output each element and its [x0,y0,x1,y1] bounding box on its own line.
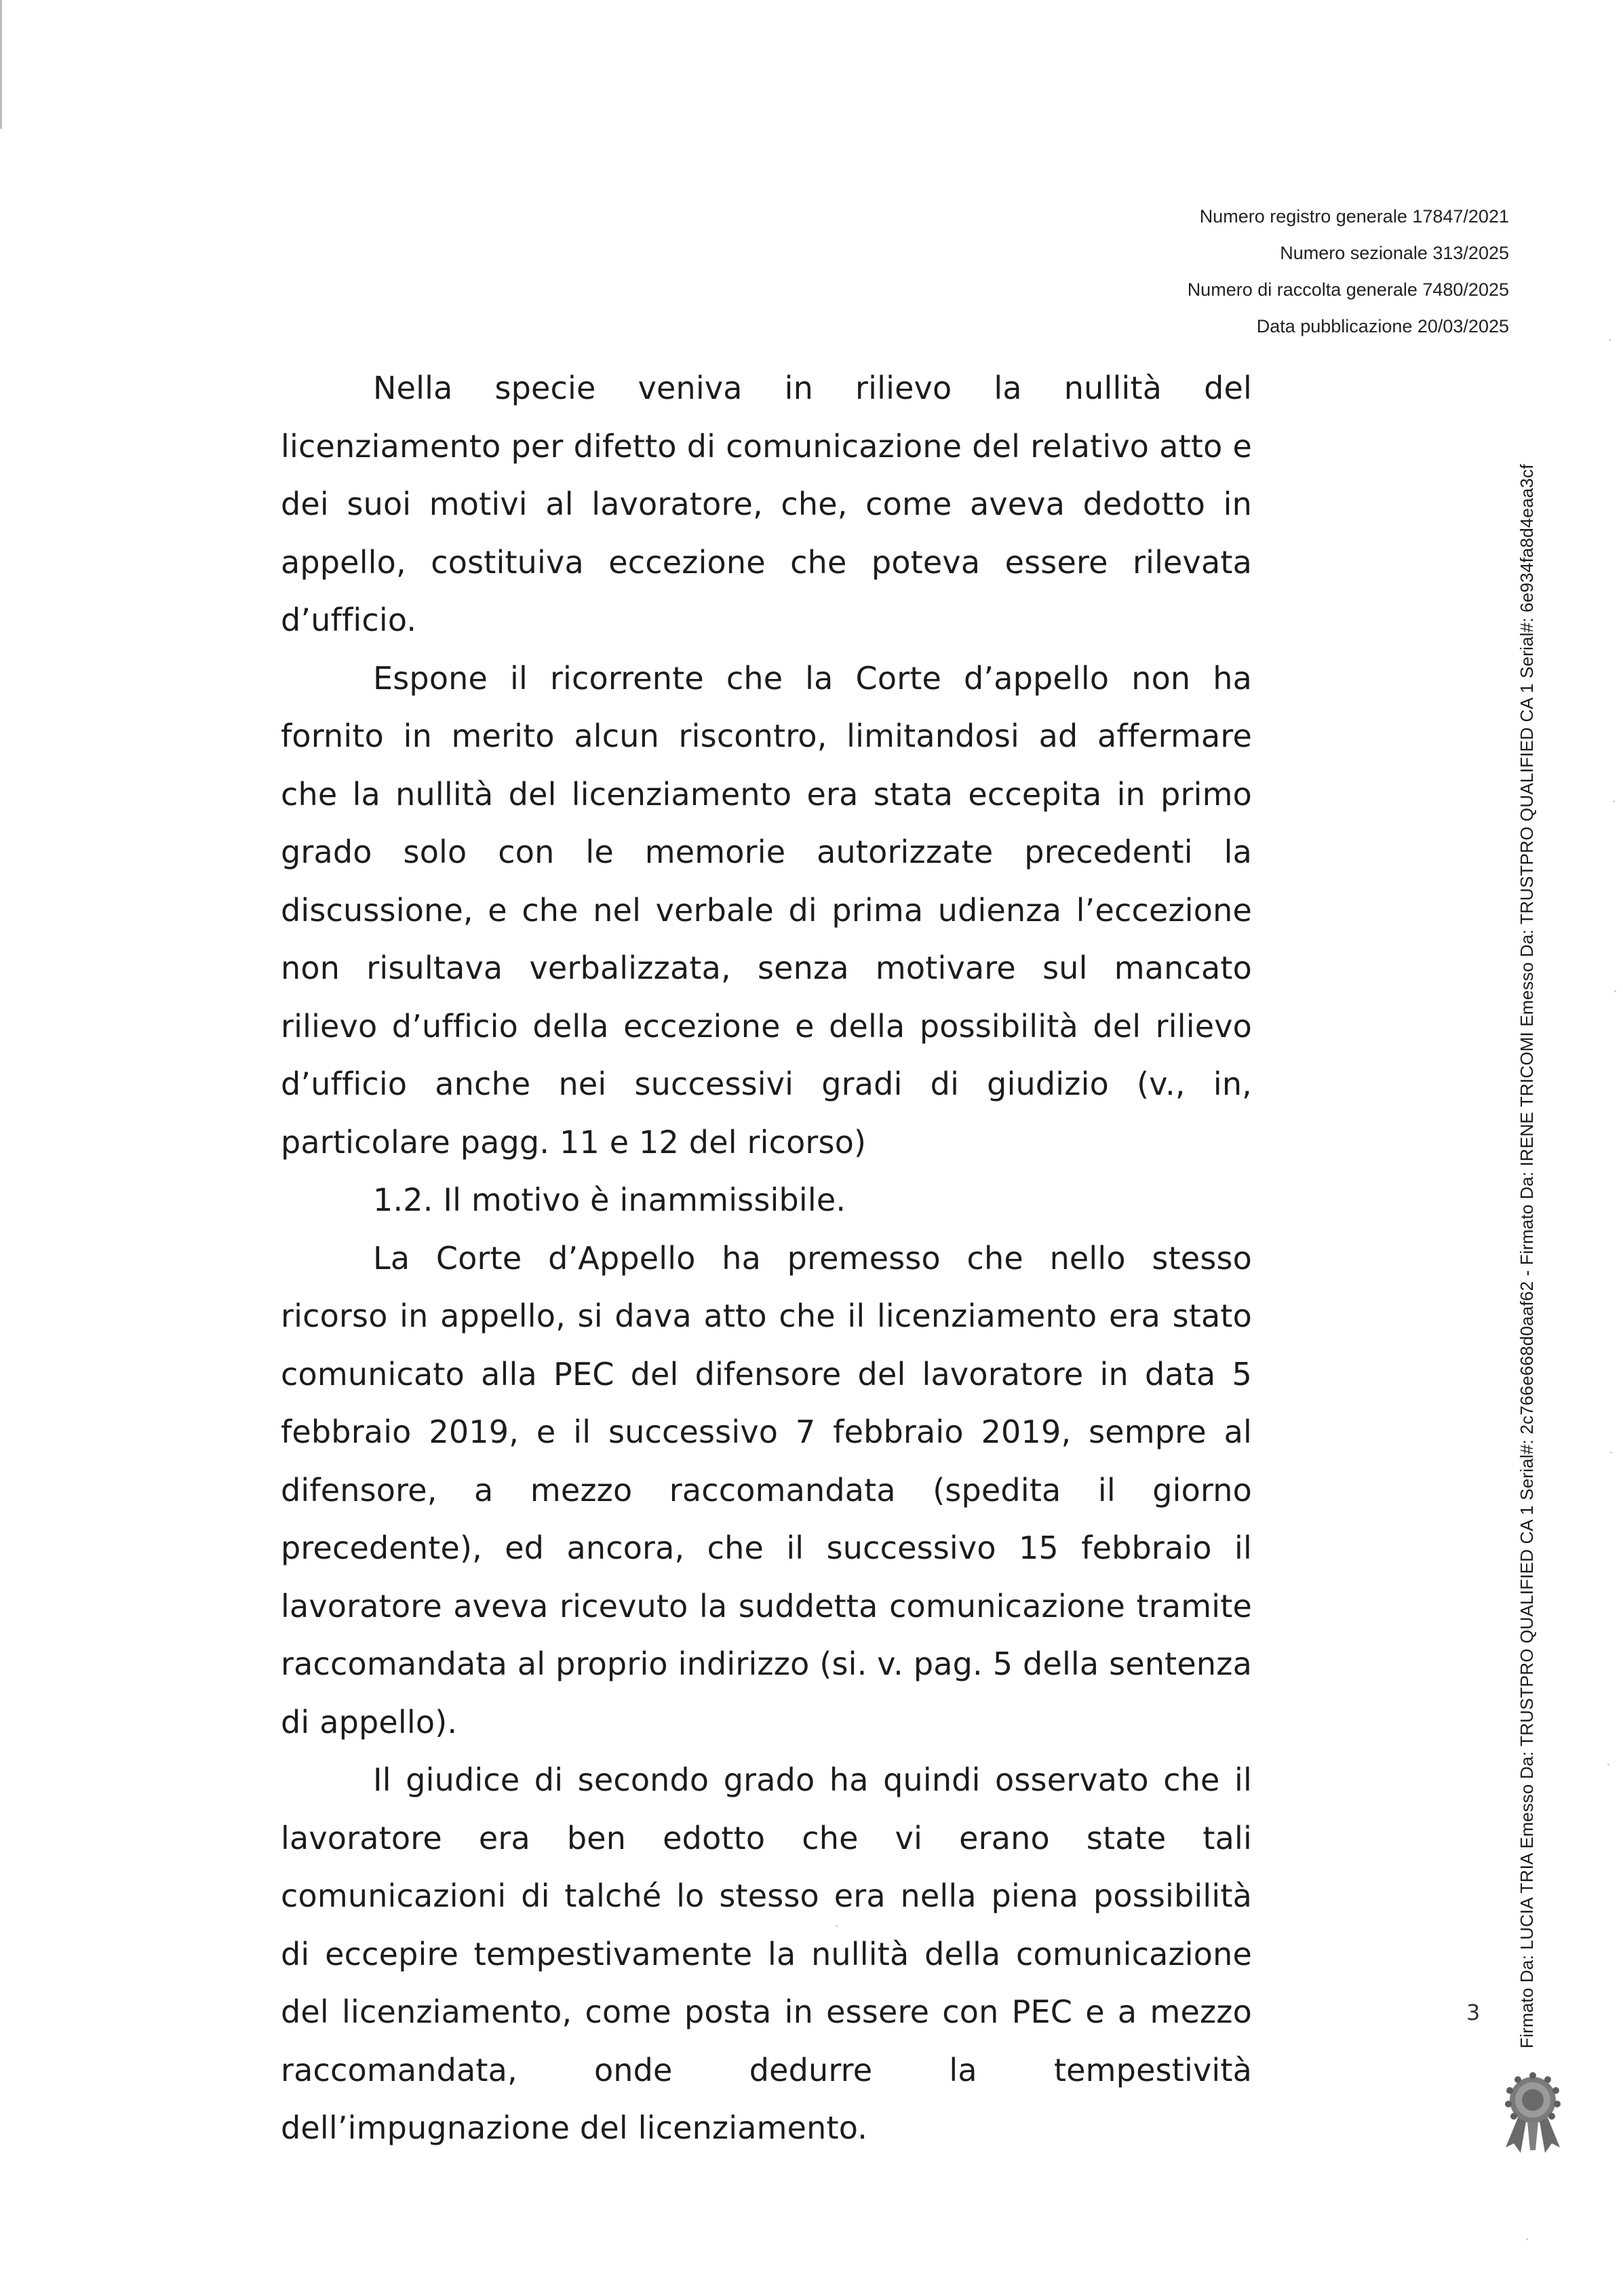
document-header [1188,198,1509,345]
raccolta-generale: Numero di raccolta generale 7480/2025 [1187,279,1509,300]
scan-edge-mark [0,0,2,129]
scan-speck [1613,800,1615,802]
document-body [281,359,1252,2158]
body-paragraph: Il giudice di secondo grado ha quindi osservato che il lavoratore era ben edotto che vi erano state tali comunicazioni di talché lo stesso era nella piena possibilità di eccepire tempestivamente la nullità della comunicazione del licenziamento, come posta in essere con PEC e a mezzo raccomandata, onde dedurre la tempestività dell’impugnazione del licenziamento. [281,1762,1252,2146]
scan-speck [1526,2238,1528,2240]
scan-speck [1607,1764,1609,1766]
scan-speck [1610,1452,1612,1454]
page-number: 3 [1466,2000,1481,2025]
numero-sezionale: Numero sezionale 313/2025 [1280,243,1509,263]
data-pubblicazione: Data pubblicazione 20/03/2025 [1256,316,1509,336]
body-paragraph: La Corte d’Appello ha premesso che nello stesso ricorso in appello, si dava atto che il licenziamento era stato comunicato alla PEC del difensore del lavoratore in data 5 febbraio 2019, e il successivo 7 febbraio 2019, sempre al difensore, a mezzo raccomandata (spedita il giorno precedente), ed ancora, che il successivo 15 febbraio il lavoratore aveva ricevuto la suddetta comunicazione tramite raccomandata al proprio indirizzo (si. v. pag. 5 della sentenza di appello). [281,1239,1252,1740]
scan-speck [1614,990,1616,992]
body-paragraph: Espone il ricorrente che la Corte d’appello non ha fornito in merito alcun riscontro, limitandosi ad affermare che la nullità del licenziamento era stata eccepita in primo grado solo con le memorie autorizzate precedenti la discussione, e che nel verbale di prima udienza l’eccezione non risultava verbalizzata, senza motivare sul mancato rilievo d’ufficio della eccezione e della possibilità del rilievo d’ufficio anche nei successivi gradi di giudizio (v., in, particolare pagg. 11 e 12 del ricorso) [281,659,1252,1161]
digital-signature-strip: Firmato Da: LUCIA TRIA Emesso Da: TRUSTPRO QUALIFIED CA 1 Serial#: 2c766e668d0aaf62 - Firmato Da: IRENE TRICOMI Emesso Da: TRUSTPRO QUALIFIED CA 1 Serial#: 6e934fa8d4eaa3cf [1517,464,1537,2048]
body-paragraph: Nella specie veniva in rilievo la nullità del licenziamento per difetto di comunicazione del relativo atto e dei suoi motivi al lavoratore, che, come aveva dedotto in appello, costituiva eccezione che poteva essere rilevata d’ufficio. [281,370,1252,638]
section-heading: 1.2. Il motivo è inammissibile. [373,1182,846,1218]
registro-generale: Numero registro generale 17847/2021 [1199,206,1509,227]
seal-icon [1500,2070,1565,2156]
scan-speck [836,1925,838,1927]
scan-speck [1609,339,1611,341]
